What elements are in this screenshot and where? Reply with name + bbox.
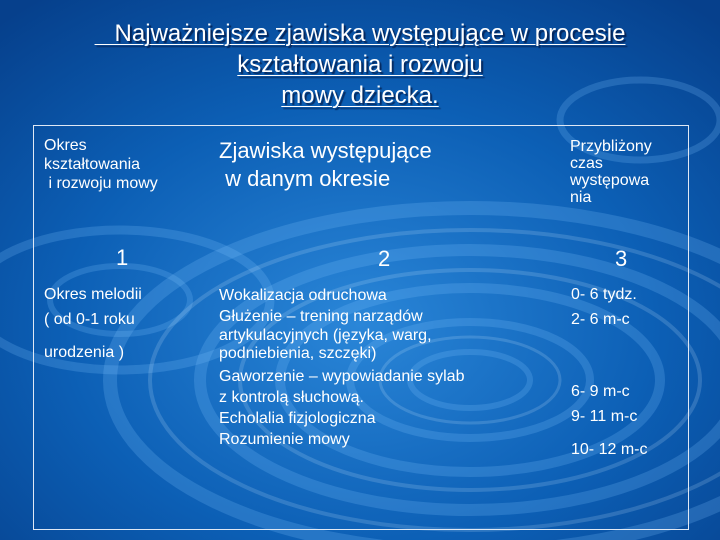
header-period-line: Okres	[44, 137, 87, 154]
header-time-line: Przybliżony	[570, 138, 652, 155]
period-line: ( od 0-1 roku	[44, 311, 135, 328]
phenomenon-item: Rozumienie mowy	[219, 431, 350, 448]
phenomenon-item: z kontrolą słuchową.	[219, 389, 364, 406]
column-number-3: 3	[615, 246, 628, 271]
phenomena-list	[219, 285, 464, 450]
header-time	[570, 138, 652, 206]
time-range: 9- 11 m-c	[571, 408, 638, 425]
period-line: urodzenia )	[44, 344, 125, 361]
header-period	[44, 136, 158, 193]
title-line-1: Najważniejsze zjawiska występujące w procesie	[94, 20, 626, 47]
column-number-1: 1	[116, 245, 129, 270]
header-time-line: czas	[570, 155, 603, 172]
time-range: 0- 6 tydz.	[571, 286, 637, 303]
phenomenon-item: Głużenie – trening narządów	[219, 308, 423, 325]
phenomenon-item: artykulacyjnych (języka, warg,	[219, 327, 432, 344]
time-range: 2- 6 m-c	[571, 311, 630, 328]
header-phenomena	[219, 137, 432, 193]
slide-title	[20, 18, 700, 111]
time-range: 6- 9 m-c	[571, 383, 630, 400]
time-range: 10- 12 m-c	[571, 441, 648, 458]
period-line: Okres melodii	[44, 286, 142, 303]
header-time-line: występowa	[570, 172, 650, 189]
header-phenomena-line: Zjawiska występujące	[219, 138, 432, 163]
phenomenon-item: Gaworzenie – wypowiadanie sylab	[219, 368, 465, 385]
phenomenon-item: Wokalizacja odruchowa	[219, 287, 387, 304]
phenomenon-item: Echolalia fizjologiczna	[219, 410, 376, 427]
title-line-2: kształtowania i rozwoju	[237, 51, 483, 78]
header-time-line: nia	[570, 189, 592, 206]
header-phenomena-line: w danym okresie	[219, 166, 391, 191]
header-period-line: i rozwoju mowy	[44, 175, 158, 192]
header-period-line: kształtowania	[44, 156, 141, 173]
title-line-3: mowy dziecka.	[281, 82, 439, 109]
phenomenon-item: podniebienia, szczęki)	[219, 345, 377, 362]
column-number-2: 2	[378, 246, 391, 271]
